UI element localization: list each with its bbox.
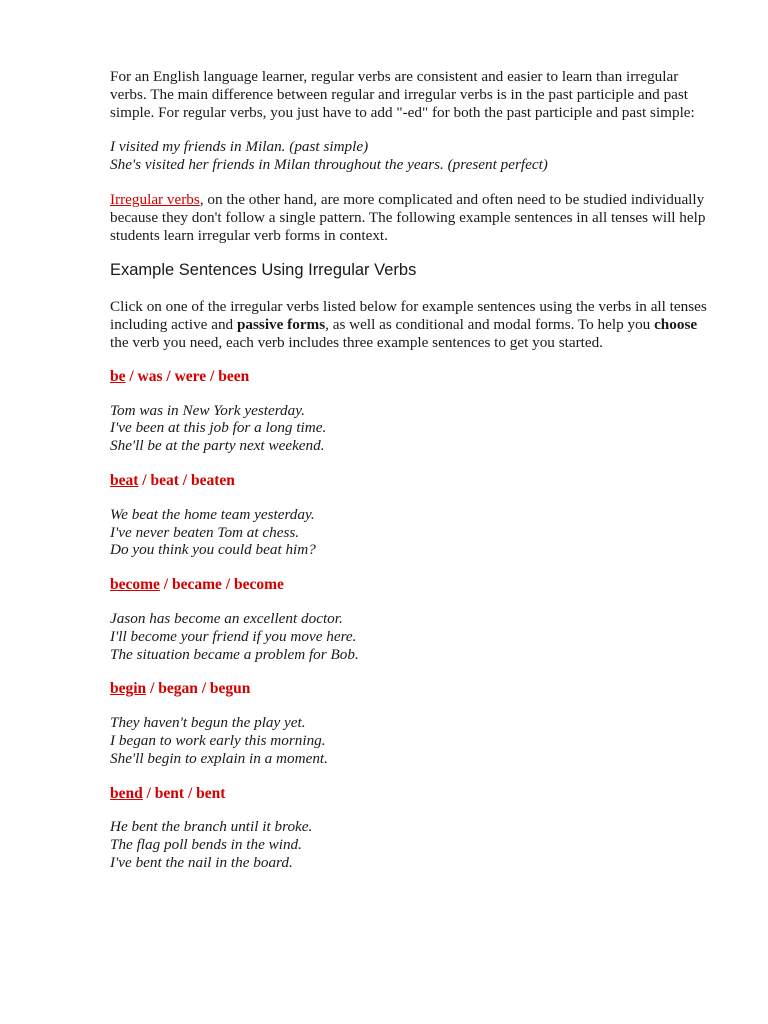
- section-heading: Example Sentences Using Irregular Verbs: [110, 261, 417, 280]
- example-sentence: Jason has become an excellent doctor.: [110, 609, 343, 627]
- verb-link-bend[interactable]: bend: [110, 784, 143, 802]
- verb-forms: / was / were / been: [125, 367, 250, 385]
- verb-block-become: [110, 576, 710, 663]
- example-sentence: They haven't begun the play yet.: [110, 714, 306, 732]
- example-sentence: I've bent the nail in the board.: [110, 853, 293, 871]
- verb-forms: / bent / bent: [142, 784, 226, 802]
- verb-examples: [110, 714, 710, 767]
- verb-examples: [110, 610, 710, 663]
- irregular-verbs-link[interactable]: Irregular verbs: [110, 190, 200, 208]
- example-sentence: I began to work early this morning.: [110, 731, 326, 749]
- verb-forms: / beat / beaten: [138, 471, 235, 489]
- verb-block-be: [110, 368, 710, 455]
- example-sentence: The situation became a problem for Bob.: [110, 645, 359, 663]
- verb-link-beat[interactable]: beat: [110, 471, 139, 489]
- verb-link-begin[interactable]: begin: [110, 680, 147, 698]
- example-sentence: I've been at this job for a long time.: [110, 419, 327, 437]
- intro-paragraph: For an English language learner, regular verbs are consistent and easier to learn than irregular verbs. The main difference between regular and irregular verbs is in the past participle and past simple. For regular verbs, you just have to add "-ed" for both the past participle and past simple:: [110, 68, 695, 121]
- example-sentence: We beat the home team yesterday.: [110, 505, 315, 523]
- section-text-3: the verb you need, each verb includes three example sentences to get you started.: [110, 333, 603, 351]
- verb-heading: [110, 785, 710, 803]
- example-sentence: She's visited her friends in Milan throughout the years. (present perfect): [110, 156, 548, 174]
- example-sentence: She'll be at the party next weekend.: [110, 437, 325, 455]
- example-sentence: She'll begin to explain in a moment.: [110, 749, 328, 767]
- example-sentence: I visited my friends in Milan. (past simple): [110, 138, 369, 156]
- example-sentence: The flag poll bends in the wind.: [110, 836, 302, 854]
- verb-block-beat: [110, 472, 710, 559]
- verb-heading: [110, 368, 710, 386]
- verb-forms: / became / become: [159, 576, 284, 594]
- verb-examples: [110, 818, 710, 871]
- example-sentence: Do you think you could beat him?: [110, 541, 316, 559]
- example-sentence: He bent the branch until it broke.: [110, 818, 313, 836]
- section-text-2: , as well as conditional and modal forms. To help you: [325, 316, 655, 334]
- verb-examples: [110, 506, 710, 559]
- verb-heading: [110, 680, 710, 698]
- intro-examples: [110, 138, 710, 174]
- verb-link-become[interactable]: become: [110, 576, 160, 594]
- irregular-paragraph-text: , on the other hand, are more complicated and often need to be studied individually because they don't follow a single pattern. The following example sentences in all tenses will help students learn irregular verb forms in context.: [110, 190, 706, 244]
- example-sentence: I'll become your friend if you move here.: [110, 627, 357, 645]
- passive-forms-text: passive forms: [236, 316, 326, 334]
- section-paragraph: [110, 298, 710, 351]
- verb-forms: / began / begun: [146, 680, 251, 698]
- example-sentence: Tom was in New York yesterday.: [110, 401, 305, 419]
- example-sentence: I've never beaten Tom at chess.: [110, 523, 300, 541]
- verb-link-be[interactable]: be: [110, 367, 126, 385]
- section-text-1: Click on one of the irregular verbs listed below for example sentences using the verbs in all tenses including active and: [110, 298, 707, 334]
- document-page: [110, 68, 710, 889]
- verb-block-bend: [110, 785, 710, 872]
- verb-heading: [110, 576, 710, 594]
- verb-heading: [110, 472, 710, 490]
- irregular-paragraph: [110, 191, 710, 244]
- choose-text: choose: [654, 316, 698, 334]
- verb-block-begin: [110, 680, 710, 767]
- verb-examples: [110, 402, 710, 455]
